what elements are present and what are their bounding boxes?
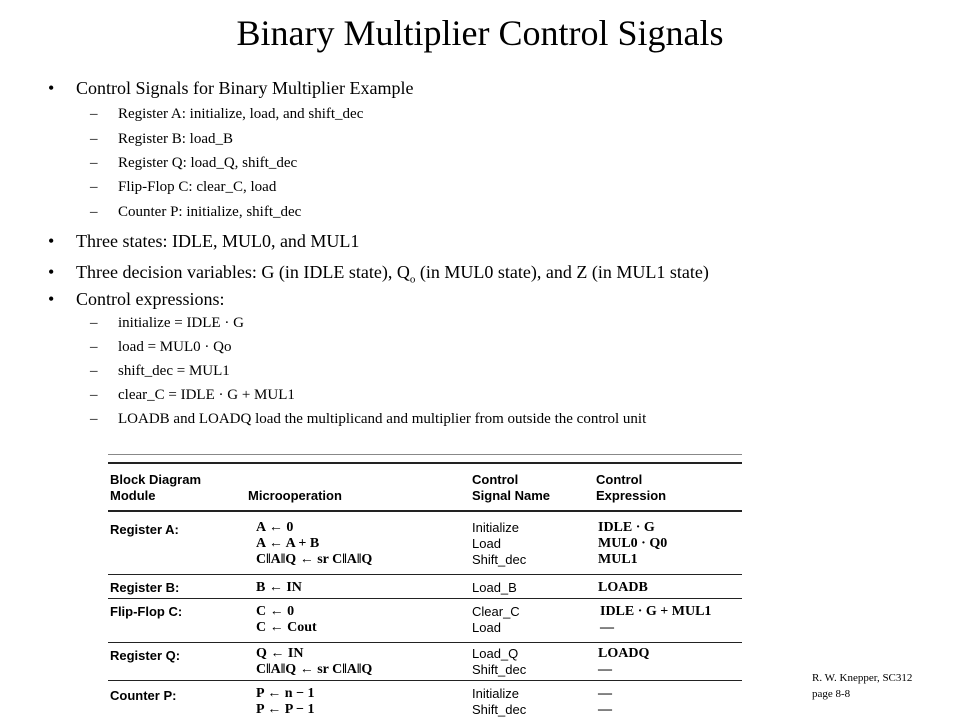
row-microoperation: P ← n − 1 P ← P − 1: [256, 686, 315, 717]
sub-bullet-text: initialize = IDLE · G: [118, 315, 244, 331]
row-expression: LOADQ —: [598, 646, 650, 677]
row-signal-name: Initialize Shift_dec: [472, 686, 527, 717]
row-module: Counter P:: [110, 688, 177, 703]
row-module: Register Q:: [110, 648, 181, 663]
dash-glyph: –: [90, 155, 98, 171]
bullet-text: Three decision variables: G (in IDLE state), $Q_o$ (in MUL0 state), and Z (in MUL1 state): [76, 262, 709, 286]
row-module: Register B:: [110, 580, 180, 595]
dash-glyph: –: [90, 411, 98, 427]
sub-bullet-text: Register A: initialize, load, and shift_dec: [118, 106, 364, 122]
dash-glyph: –: [90, 339, 98, 355]
dash-glyph: –: [90, 131, 98, 147]
row-signal-name: Load_Q Shift_dec: [472, 646, 527, 677]
sub-bullet-text: Flip-Flop C: clear_C, load: [118, 179, 277, 195]
row-microoperation: Q ← IN C‖A‖Q ← sr C‖A‖Q: [256, 646, 373, 677]
header-rule: [108, 510, 742, 512]
bullet-glyph: •: [48, 78, 55, 98]
sub-bullet-text: clear_C = IDLE · G + MUL1: [118, 387, 295, 403]
row-signal-name: Load_B: [472, 580, 517, 595]
row-rule: [108, 598, 742, 599]
row-expression: IDLE · G + MUL1 —: [600, 604, 712, 635]
bullet-glyph: •: [48, 262, 55, 282]
header-expression: Control Expression: [596, 472, 667, 503]
sub-bullet-text: Register Q: load_Q, shift_dec: [118, 155, 298, 171]
row-microoperation: C ← 0 C ← Cout: [256, 604, 317, 635]
footer-page-number: page 8-8: [812, 688, 851, 700]
sub-bullet-text: Register B: load_B: [118, 131, 233, 147]
bullet-text: Control expressions:: [76, 289, 225, 309]
dash-glyph: –: [90, 363, 98, 379]
row-module: Flip-Flop C:: [110, 604, 183, 619]
row-rule: [108, 680, 742, 681]
sub-bullet-text: Counter P: initialize, shift_dec: [118, 204, 302, 220]
table-top-rule: [108, 454, 742, 455]
table-top-rule: [108, 462, 742, 464]
row-expression: IDLE · G MUL0 · Q0 MUL1: [598, 520, 668, 567]
header-signal-name: Control Signal Name: [472, 472, 551, 503]
sub-bullet-text: shift_dec = MUL1: [118, 363, 230, 379]
header-microoperation: Microoperation: [248, 488, 342, 503]
sub-bullet-text: load = MUL0 · Qo: [118, 339, 232, 355]
dash-glyph: –: [90, 315, 98, 331]
row-signal-name: Clear_C Load: [472, 604, 520, 635]
dash-glyph: –: [90, 387, 98, 403]
dash-glyph: –: [90, 106, 98, 122]
row-rule: [108, 574, 742, 575]
row-expression: — —: [598, 686, 612, 717]
dash-glyph: –: [90, 179, 98, 195]
control-signal-table: [108, 448, 742, 720]
row-rule: [108, 642, 742, 643]
row-microoperation: B ← IN: [256, 580, 302, 595]
bullet-glyph: •: [48, 289, 55, 309]
bullet-glyph: •: [48, 231, 55, 251]
slide-title: Binary Multiplier Control Signals: [236, 13, 724, 53]
row-microoperation: A ← 0 A ← A + B C‖A‖Q ← sr C‖A‖Q: [256, 520, 373, 567]
row-module: Register A:: [110, 522, 179, 537]
row-expression: LOADB: [598, 580, 648, 595]
sub-bullet-text: LOADB and LOADQ load the multiplicand and multiplier from outside the control unit: [118, 411, 647, 427]
bullet-text: Three states: IDLE, MUL0, and MUL1: [76, 231, 360, 251]
bullet-text: Control Signals for Binary Multiplier Example: [76, 78, 414, 98]
header-module: Block Diagram Module: [110, 472, 202, 503]
footer-author: R. W. Knepper, SC312: [812, 672, 913, 684]
row-signal-name: Initialize Load Shift_dec: [472, 520, 527, 567]
dash-glyph: –: [90, 204, 98, 220]
